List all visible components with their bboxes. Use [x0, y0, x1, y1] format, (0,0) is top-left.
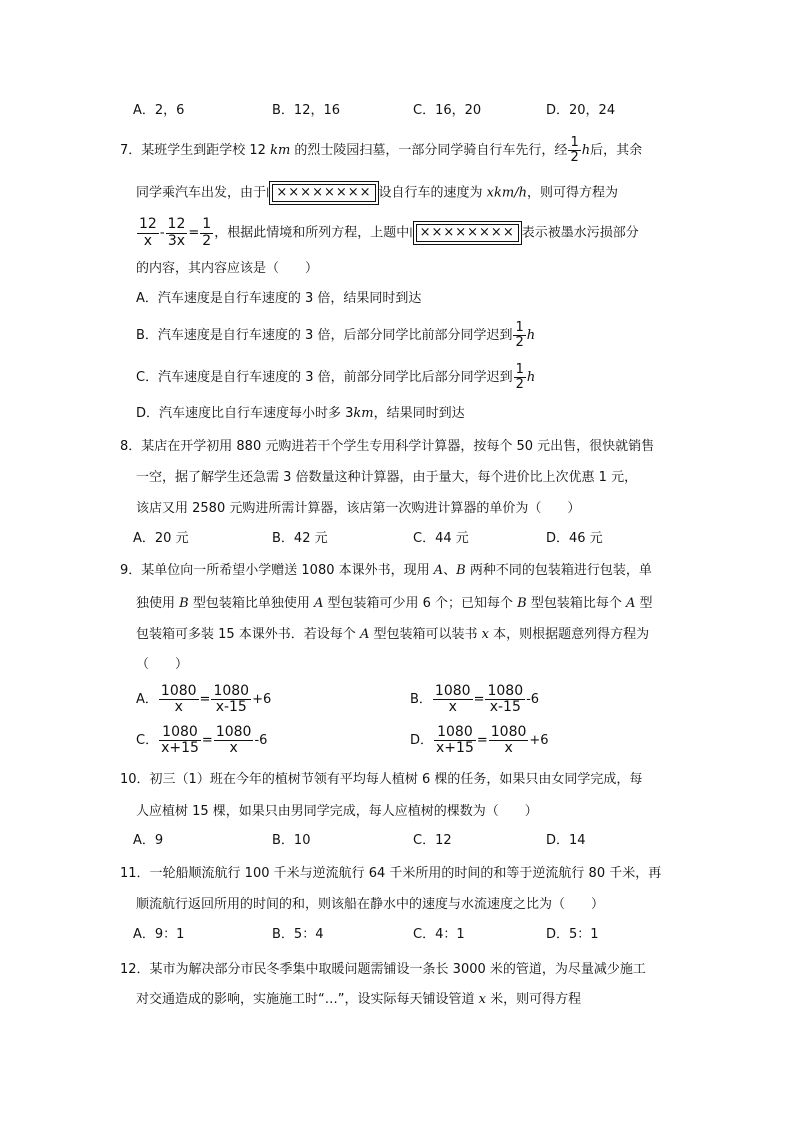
q11-option-c: C．4：1: [413, 927, 465, 942]
q7-option-a: A．汽车速度是自行车速度的 3 倍，结果同时到达: [136, 291, 422, 306]
q9-option-b: B． $\frac{1080}{x}$ = $\frac{1080}{x-15}$ -6: [410, 682, 540, 715]
q7-line-1: 7．某班学生到距学校 12 km 的烈士陵园扫墓，一部分同学骑自行车先行，经 $\frac{1}{2}$ h后，其余: [120, 134, 643, 165]
q7-option-c: C．汽车速度是自行车速度的 3 倍，前部分同学比后部分同学迟到 $\frac{1}{2}$ h: [136, 361, 536, 392]
q9-line-1: 9．某单位向一所希望小学赠送 1080 本课外书，现用 A、B 两种不同的包装箱进行包装，单: [120, 563, 652, 578]
q8-line-1: 8．某店在开学初用 880 元购进若干个学生专用科学计算器，按每个 50 元出售，很快就销售: [120, 439, 655, 454]
q10-option-b: B．10: [272, 833, 311, 848]
q9-line-4: （ ）: [136, 657, 189, 672]
q8-option-b: B．42 元: [272, 531, 328, 546]
q8-line-2: 一空，据了解学生还急需 3 倍数量这种计算器，由于量大，每个进价比上次优惠 1 元，: [136, 470, 638, 485]
q12-line-1: 12．某市为解决部分市民冬季集中取暖问题需铺设一条长 3000 米的管道，为尽量减少施工: [120, 962, 646, 977]
q9-option-a: A． $\frac{1080}{x}$ = $\frac{1080}{x-15}$ +6: [136, 682, 272, 715]
q8-option-c: C．44 元: [413, 531, 469, 546]
q10-option-d: D．14: [546, 833, 586, 848]
q9-option-c: C． $\frac{1080}{x+15}$ = $\frac{1080}{x}$ -6: [136, 723, 268, 756]
q11-option-b: B．5：4: [272, 927, 324, 942]
q9-line-3: 包装箱可多装 15 本课外书．若设每个 A 型包装箱可以装书 x 本，则根据题意列得方程为: [136, 627, 650, 642]
fraction-12-over-3x: $\frac{12}{3x}$: [167, 216, 186, 249]
q10-line-1: 10．初三（1）班在今年的植树节领有平均每人植树 6 棵的任务，如果只由女同学完成，每: [120, 772, 643, 787]
fraction-1-over-2: $\frac{1}{2}$: [202, 216, 212, 249]
q7-line-2: 同学乘汽车出发，由于| ×××××××× 设自行车的速度为 xkm/h，则可得方程为: [136, 185, 618, 201]
q12-line-2: 对交通造成的影响，实施施工时“…”，设实际每天铺设管道 x 米，则可得方程: [136, 992, 582, 1007]
q10-line-2: 人应植树 15 棵，如果只由男同学完成，每人应植树的棵数为（ ）: [136, 804, 538, 819]
q6-option-a: A．2，6: [133, 103, 185, 118]
q9-line-2: 独使用 B 型包装箱比单独使用 A 型包装箱可少用 6 个；已知每个 B 型包装箱比每个 A 型: [136, 596, 653, 611]
fraction-12-over-x: $\frac{12}{x}$: [139, 216, 157, 249]
ink-blot-box-2: ××××××××: [416, 224, 519, 242]
q7-option-b: B．汽车速度是自行车速度的 3 倍，后部分同学比前部分同学迟到 $\frac{1}{2}$ h: [136, 319, 536, 350]
q11-option-a: A．9：1: [133, 927, 185, 942]
q10-option-a: A．9: [133, 833, 164, 848]
q8-line-3: 该店又用 2580 元购进所需计算器，该店第一次购进计算器的单价为（ ）: [136, 501, 581, 516]
q11-options: [0, 920, 794, 950]
q10-option-c: C．12: [413, 833, 452, 848]
q8-option-d: D．46 元: [546, 531, 603, 546]
q6-options: [0, 96, 794, 126]
q11-line-2: 顺流航行返回所用的时间的和，则该船在静水中的速度与水流速度之比为（ ）: [136, 897, 605, 912]
q11-line-1: 11．一轮船顺流航行 100 千米与逆流航行 64 千米所用的时间的和等于逆流航行 80 千米，再: [120, 866, 662, 881]
q7-line-4: 的内容，其内容应该是（ ）: [136, 261, 319, 276]
ink-blot-box: ××××××××: [272, 184, 375, 202]
q6-option-d: D．20，24: [546, 103, 616, 118]
q11-option-d: D．5：1: [546, 927, 599, 942]
q7-equation-line: $\frac{12}{x}$ - $\frac{12}{3x}$ = $\frac{1}{2}$ ，根据此情境和所列方程，上题中| ×××××××× 表示被墨水污损部分: [139, 216, 639, 249]
q10-options: [0, 826, 794, 856]
q8-options: [0, 524, 794, 554]
q8-option-a: A．20 元: [133, 531, 189, 546]
q6-option-b: B．12，16: [272, 103, 341, 118]
q7-option-d: D．汽车速度比自行车速度每小时多 3km，结果同时到达: [136, 406, 465, 421]
q6-option-c: C．16，20: [413, 103, 482, 118]
fraction-half: $\frac{1}{2}$: [570, 134, 579, 165]
q9-option-d: D． $\frac{1080}{x+15}$ = $\frac{1080}{x}$ +6: [410, 723, 549, 756]
